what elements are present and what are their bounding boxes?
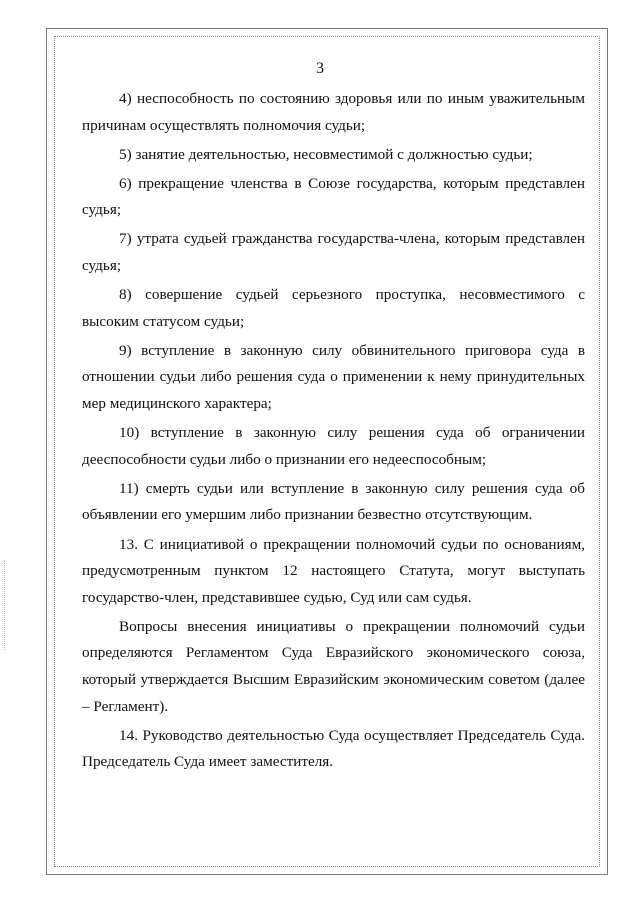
paragraph-clause-14: 14. Руководство деятельностью Суда осуществляет Председатель Суда. Председатель Суда имеет заместителя. [82, 726, 585, 771]
paragraph-item-8: 8) совершение судьей серьезного проступка, несовместимого с высоким статусом судьи; [82, 286, 585, 330]
paragraph-item-7: 7) утрата судьей гражданства государства-члена, которым представлен судья; [82, 230, 585, 275]
paragraph-item-9: 9) вступление в законную силу обвинительного приговора суда в отношении судьи либо решения суда о применении к нему принудительных мер медицинского характера; [82, 341, 585, 413]
document-body [82, 86, 585, 778]
paragraph-item-4: 4) неспособность по состоянию здоровья или по иным уважительным причинам осуществлять полномочия судьи; [82, 90, 585, 134]
page-number: 3 [316, 60, 324, 77]
paragraph-regulation: Вопросы внесения инициативы о прекращении полномочий судьи определяются Регламентом Суда Евразийского экономического союза, который утверждается Высшим Евразийским экономическим советом (далее – Регламент). [82, 617, 585, 715]
scan-margin-marks [4, 560, 6, 650]
paragraph-item-6: 6) прекращение членства в Союзе государства, которым представлен судья; [82, 174, 585, 219]
paragraph-item-11: 11) смерть судьи или вступление в законную силу решения суда об объявлении его умершим либо признании безвестно отсутствующим. [82, 479, 585, 524]
paragraph-clause-13: 13. С инициативой о прекращении полномочий судьи по основаниям, предусмотренным пунктом 12 настоящего Статута, могут выступать государство-член, представившее судью, Суд или сам судья. [82, 535, 585, 606]
paragraph-item-10: 10) вступление в законную силу решения суда об ограничении дееспособности судьи либо о признании его недееспособным; [82, 424, 585, 468]
paragraph-item-5: 5) занятие деятельностью, несовместимой с должностью судьи; [119, 145, 533, 163]
